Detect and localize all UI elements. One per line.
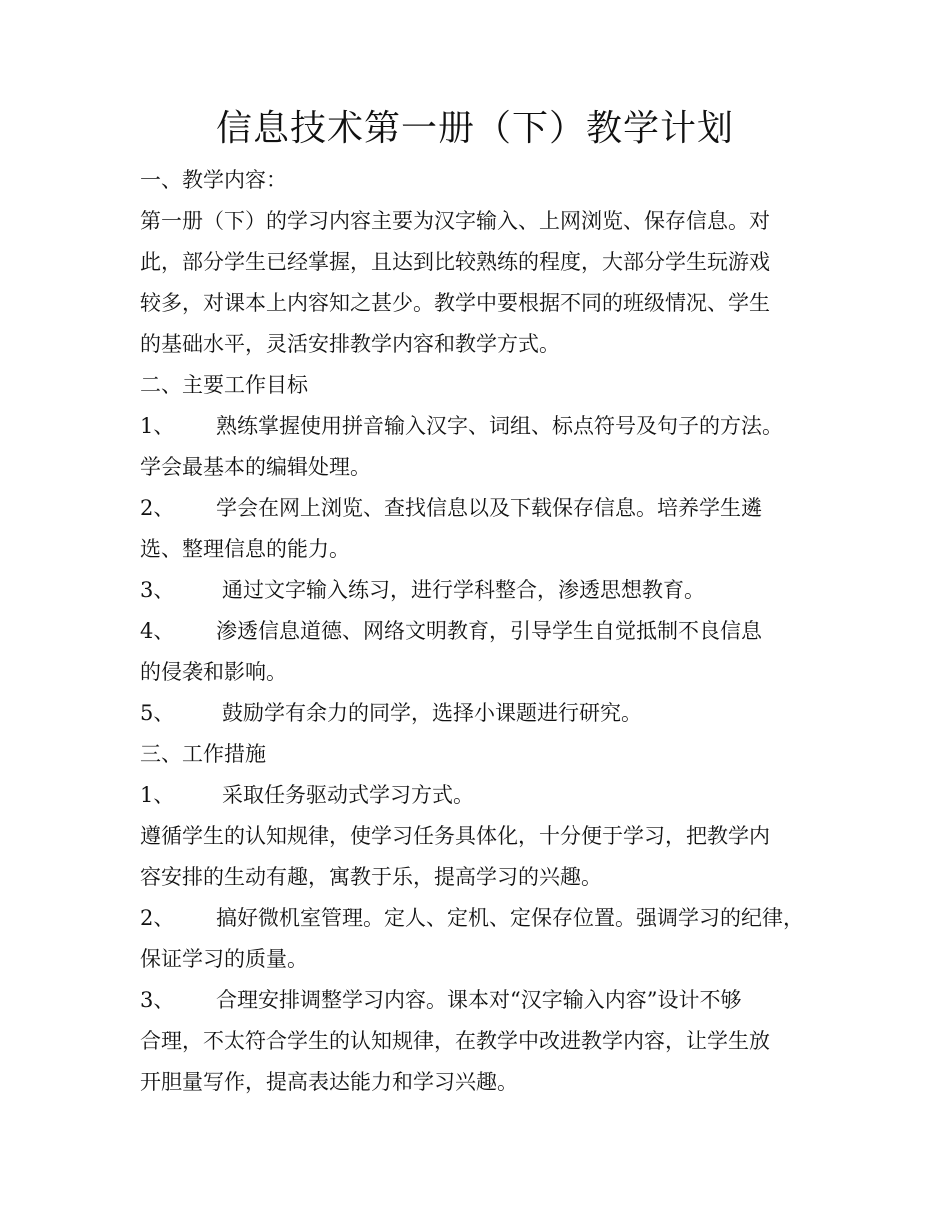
text-line (140, 529, 830, 570)
line-text: 容安排的生动有趣，寓教于乐，提高学习的兴趣。 (140, 865, 602, 889)
numbered-line (140, 775, 830, 816)
line-text: 采取任务驱动式学习方式。 (222, 783, 474, 807)
text-line (140, 283, 830, 324)
item-number: 3、 (140, 578, 175, 602)
line-text: 第一册（下）的学习内容主要为汉字输入、上网浏览、保存信息。对 (140, 209, 770, 233)
text-line (140, 939, 830, 980)
item-number: 3、 (140, 988, 175, 1012)
line-text: 熟练掌握使用拼音输入汉字、词组、标点符号及句子的方法。 (216, 414, 783, 438)
line-text: 开胆量写作，提高表达能力和学习兴趣。 (140, 1070, 518, 1094)
line-text: 一、教学内容： (140, 168, 287, 192)
numbered-line (140, 488, 830, 529)
text-line (140, 160, 830, 201)
text-line (140, 365, 830, 406)
item-number: 1、 (140, 783, 175, 807)
line-text: 较多，对课本上内容知之甚少。教学中要根据不同的班级情况、学生 (140, 291, 770, 315)
line-text: 渗透信息道德、网络文明教育，引导学生自觉抵制不良信息 (216, 619, 762, 643)
line-text: 的侵袭和影响。 (140, 660, 287, 684)
item-number: 4、 (140, 619, 175, 643)
line-text: 此，部分学生已经掌握，且达到比较熟练的程度，大部分学生玩游戏 (140, 250, 770, 274)
text-line (140, 324, 830, 365)
numbered-line (140, 980, 830, 1021)
line-text: 三、工作措施 (140, 742, 266, 766)
numbered-line (140, 693, 830, 734)
numbered-line (140, 898, 830, 939)
text-line (140, 857, 830, 898)
text-line (140, 242, 830, 283)
line-text: 学会最基本的编辑处理。 (140, 455, 371, 479)
item-number: 2、 (140, 906, 175, 930)
text-line (140, 201, 830, 242)
numbered-line (140, 570, 830, 611)
text-line (140, 734, 830, 775)
line-text: 遵循学生的认知规律，使学习任务具体化，十分便于学习，把教学内 (140, 824, 770, 848)
line-text: 鼓励学有余力的同学，选择小课题进行研究。 (222, 701, 642, 725)
text-line (140, 652, 830, 693)
numbered-line (140, 611, 830, 652)
item-number: 1、 (140, 414, 175, 438)
item-number: 5、 (140, 701, 175, 725)
line-text: 学会在网上浏览、查找信息以及下载保存信息。培养学生遴 (216, 496, 762, 520)
line-text: 通过文字输入练习，进行学科整合，渗透思想教育。 (222, 578, 705, 602)
line-text: 二、主要工作目标 (140, 373, 308, 397)
line-text: 保证学习的质量。 (140, 947, 308, 971)
text-line (140, 816, 830, 857)
document-title: 信息技术第一册（下）教学计划 (215, 108, 734, 149)
text-line (140, 447, 830, 488)
line-text: 的基础水平，灵活安排教学内容和教学方式。 (140, 332, 560, 356)
document-body (140, 160, 830, 1103)
text-line (140, 1021, 830, 1062)
text-line (140, 1062, 830, 1103)
line-text: 合理，不太符合学生的认知规律，在教学中改进教学内容，让学生放 (140, 1029, 770, 1053)
line-text: 选、整理信息的能力。 (140, 537, 350, 561)
line-text: 合理安排调整学习内容。课本对“汉字输入内容”设计不够 (216, 988, 742, 1012)
numbered-line (140, 406, 830, 447)
line-text: 搞好微机室管理。定人、定机、定保存位置。强调学习的纪律， (216, 906, 804, 930)
item-number: 2、 (140, 496, 175, 520)
